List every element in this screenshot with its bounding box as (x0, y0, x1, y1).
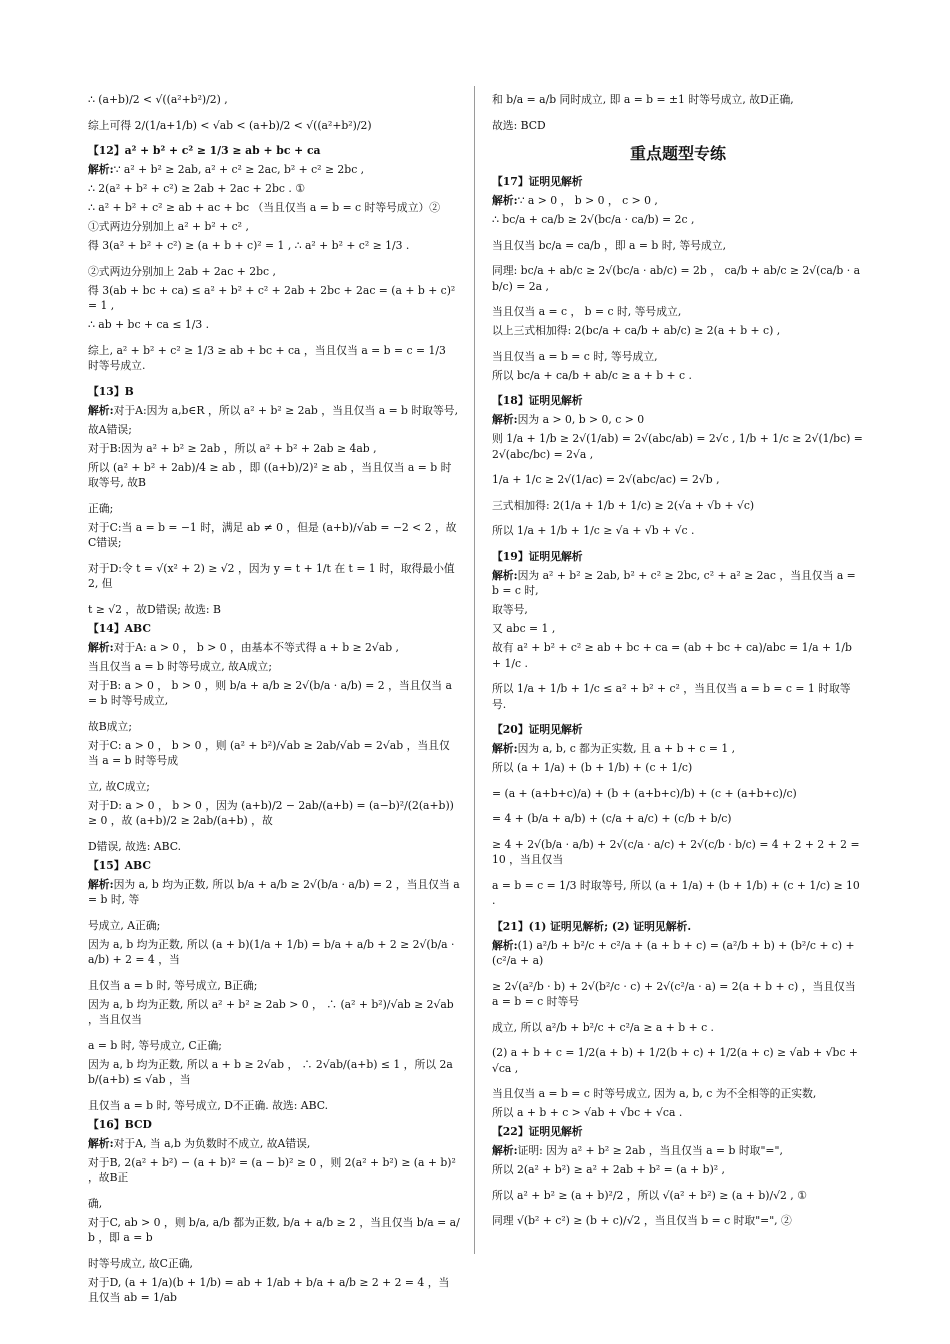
text-line (492, 1162, 864, 1178)
text-line (492, 938, 864, 969)
problem-number: 【14】 (88, 621, 125, 635)
line-text: 确, (88, 1196, 103, 1210)
text-line (88, 441, 460, 457)
line-text: 对于B, 2(a² + b²) − (a + b)² = (a − b)² ≥ 0 ，则 2(a² + b²) ≥ (a + b)² ，故B正 (88, 1155, 456, 1184)
line-text: 当且仅当 a = c ， b = c 时, 等号成立, (492, 305, 682, 318)
line-text: 证明见解析 (528, 549, 583, 563)
text-line (88, 422, 460, 438)
text-line (88, 219, 460, 235)
text-line (88, 1098, 460, 1114)
line-text: (1) 证明见解析; (2) 证明见解析. (528, 919, 692, 933)
analysis-label: 解析: (492, 568, 518, 582)
column-divider (474, 86, 475, 1254)
text-line (88, 1057, 460, 1088)
line-text: 因为 a² + b² ≥ 2ab, b² + c² ≥ 2bc, c² + a² ≥ 2ac ，当且仅当 a = b = c 时, (492, 568, 856, 597)
text-line (492, 1045, 864, 1076)
text-line (492, 498, 864, 514)
problem-heading (492, 174, 864, 190)
text-line (88, 317, 460, 333)
text-line (88, 659, 460, 675)
line-text: 证明见解析 (528, 1125, 583, 1138)
text-line (492, 1213, 864, 1229)
line-text: 所以 2(a² + b²) ≥ a² + 2ab + b² = (a + b)² , (492, 1163, 725, 1176)
text-line (492, 811, 864, 827)
text-line (88, 839, 460, 855)
text-line (492, 323, 864, 339)
text-line (88, 162, 460, 178)
analysis-label: 解析: (88, 163, 114, 176)
right-column (492, 92, 864, 1304)
analysis-label: 解析: (88, 640, 114, 654)
text-line (88, 738, 460, 769)
line-text: = 4 + (b/a + a/b) + (c/a + a/c) + (c/b + b/c) (492, 812, 732, 825)
line-text: 所以 a + b + c > √ab + √bc + √ca . (492, 1106, 683, 1119)
line-text: 对于B: a > 0 ， b > 0 ，则 b/a + a/b ≥ 2√(b/a · a/b) = 2 ，当且仅当 a = b 时等号成立, (88, 678, 452, 707)
text-line (492, 1020, 864, 1036)
line-text: BCD (124, 1117, 152, 1131)
line-text: 故有 a² + b² + c² ≥ ab + bc + ca = (ab + bc + ca)/abc = 1/a + 1/b + 1/c . (492, 641, 852, 670)
line-text: 对于C, ab > 0 ，则 b/a, a/b 都为正数, b/a + a/b ≥ 2 ，当且仅当 b/a = a/b ，即 a = b (88, 1215, 460, 1244)
line-text: 所以 bc/a + ca/b + ab/c ≥ a + b + c . (492, 368, 692, 382)
line-text: 所以 1/a + 1/b + 1/c ≥ √a + √b + √c . (492, 524, 695, 537)
text-line (88, 640, 460, 656)
line-text: 则 1/a + 1/b ≥ 2√(1/ab) = 2√(abc/ab) = 2√c , 1/b + 1/c ≥ 2√(1/bc) = 2√(abc/bc) = 2√a , (492, 432, 863, 461)
line-text: 号成立, A正确; (88, 918, 161, 932)
analysis-label: 解析: (88, 877, 114, 891)
line-text: ∵ a² + b² ≥ 2ab, a² + c² ≥ 2ac, b² + c² ≥ 2bc , (113, 163, 365, 176)
line-text: ABC (124, 621, 151, 635)
line-text: 得 3(a² + b² + c²) ≥ (a + b + c)² = 1 , ∴ a² + b² + c² ≥ 1/3 . (88, 239, 410, 252)
text-line (88, 501, 460, 517)
analysis-label: 解析: (492, 194, 518, 207)
left-column (88, 92, 460, 1304)
text-line (492, 431, 864, 462)
analysis-label: 解析: (88, 1136, 114, 1150)
line-text: ①式两边分别加上 a² + b² + c² , (88, 220, 249, 233)
text-line (492, 118, 864, 134)
text-line (88, 1155, 460, 1186)
line-text: 所以 1/a + 1/b + 1/c ≤ a² + b² + c² ，当且仅当 a = b = c = 1 时取等号. (492, 682, 851, 711)
text-line (88, 1275, 460, 1305)
text-line (492, 878, 864, 909)
text-line (492, 602, 864, 618)
line-text: 三式相加得: 2(1/a + 1/b + 1/c) ≥ 2(√a + √b + √c) (492, 498, 755, 512)
text-line (88, 1215, 460, 1246)
text-line (492, 349, 864, 365)
line-text: 当且仅当 bc/a = ca/b ，即 a = b 时, 等号成立, (492, 238, 727, 252)
line-text: 综上可得 2/(1/a+1/b) < √ab < (a+b)/2 < √((a²+b²)/2) (88, 118, 372, 132)
problem-heading (492, 549, 864, 565)
text-line (88, 1196, 460, 1212)
text-line (492, 760, 864, 776)
line-text: 取等号, (492, 603, 528, 616)
problem-heading (492, 722, 864, 738)
line-text: 对于C:当 a = b = −1 时，满足 ab ≠ 0 ，但是 (a+b)/√ab = −2 < 2 ，故C错误; (88, 520, 457, 549)
text-line (88, 238, 460, 254)
line-text: (2) a + b + c = 1/2(a + b) + 1/2(b + c) + 1/2(a + c) ≥ √ab + √bc + √ca , (492, 1046, 858, 1075)
text-line (492, 786, 864, 802)
line-text: 所以 a² + b² ≥ (a + b)²/2 ，所以 √(a² + b²) ≥ (a + b)/√2 , ① (492, 1188, 807, 1202)
section-title: 重点题型专练 (629, 144, 726, 163)
problem-heading (88, 384, 460, 400)
line-text: 时等号成立, 故C正确, (88, 1256, 193, 1270)
line-text: ∴ (a+b)/2 < √((a²+b²)/2) , (88, 93, 228, 106)
line-text: 又 abc = 1 , (492, 622, 556, 635)
text-line (88, 264, 460, 280)
problem-heading (88, 143, 460, 159)
analysis-label: 解析: (492, 413, 518, 426)
line-text: (1) a²/b + b²/c + c²/a + (a + b + c) = (a²/b + b) + (b²/c + c) + (c²/a + a) (492, 938, 855, 967)
line-text: 对于A: a > 0 ， b > 0 ，由基本不等式得 a + b ≥ 2√ab , (113, 640, 399, 654)
text-line (492, 640, 864, 671)
line-text: 因为 a, b 均为正数, 所以 a + b ≥ 2√ab ， ∴ 2√ab/(a+b) ≤ 1 ，所以 2ab/(a+b) ≤ √ab ，当 (88, 1057, 453, 1086)
text-line (492, 523, 864, 539)
text-line (88, 118, 460, 134)
text-line (492, 1086, 864, 1102)
text-line (88, 520, 460, 551)
line-text: a² + b² + c² ≥ 1/3 ≥ ab + bc + ca (124, 144, 321, 157)
problem-heading (492, 393, 864, 409)
problem-number: 【22】 (492, 1125, 529, 1138)
problem-heading (88, 621, 460, 637)
line-text: 对于A, 当 a,b 为负数时不成立, 故A错误, (113, 1136, 311, 1150)
problem-heading (492, 919, 864, 935)
line-text: 对于D: a > 0 ， b > 0 ，因为 (a+b)/2 − 2ab/(a+b) = (a−b)²/(2(a+b)) ≥ 0 ，故 (a+b)/2 ≥ 2ab/(a+b) ，故 (88, 798, 454, 827)
line-text: 故B成立; (88, 719, 132, 733)
line-text: 证明见解析 (528, 394, 583, 407)
line-text: a = b 时, 等号成立, C正确; (88, 1038, 222, 1052)
text-line (88, 602, 460, 618)
line-text: a = b = c = 1/3 时取等号, 所以 (a + 1/a) + (b + 1/b) + (c + 1/c) ≥ 10 . (492, 878, 860, 907)
line-text: t ≥ √2 ，故D错误; 故选: B (88, 602, 221, 616)
analysis-label: 解析: (492, 938, 518, 952)
text-line (88, 1256, 460, 1272)
problem-number: 【18】 (492, 394, 529, 407)
line-text: 且仅当 a = b 时, 等号成立, B正确; (88, 978, 258, 992)
line-text: 成立, 所以 a²/b + b²/c + c²/a ≥ a + b + c . (492, 1020, 714, 1034)
line-text: 因为 a > 0, b > 0, c > 0 (517, 413, 645, 426)
text-line (88, 877, 460, 908)
problem-number: 【21】 (492, 919, 529, 933)
line-text: 且仅当 a = b 时, 等号成立, D不正确. 故选: ABC. (88, 1098, 329, 1112)
text-line (492, 1105, 864, 1121)
problem-heading (492, 1124, 864, 1140)
line-text: 1/a + 1/c ≥ 2√(1/ac) = 2√(abc/ac) = 2√b , (492, 473, 720, 486)
line-text: 当且仅当 a = b = c 时等号成立, 因为 a, b, c 为不全相等的正实数, (492, 1087, 817, 1100)
problem-number: 【17】 (492, 175, 529, 188)
problem-number: 【12】 (88, 144, 125, 157)
analysis-label: 解析: (492, 1144, 518, 1157)
text-line (492, 212, 864, 228)
line-text: 对于D:令 t = √(x² + 2) ≥ √2 ，因为 y = t + 1/t 在 t = 1 时，取得最小值2, 但 (88, 561, 455, 590)
problem-number: 【20】 (492, 723, 529, 736)
text-line (492, 193, 864, 209)
line-text: ∴ a² + b² + c² ≥ ab + ac + bc （当且仅当 a = b = c 时等号成立）② (88, 201, 441, 214)
line-text: 故A错误; (88, 422, 132, 436)
line-text: 综上, a² + b² + c² ≥ 1/3 ≥ ab + bc + ca ，当且仅当 a = b = c = 1/3 时等号成立. (88, 343, 446, 372)
line-text: = (a + (a+b+c)/a) + (b + (a+b+c)/b) + (c + (a+b+c)/c) (492, 786, 797, 800)
line-text: 证明见解析 (528, 723, 583, 736)
text-line (88, 283, 460, 314)
line-text: 对于D, (a + 1/a)(b + 1/b) = ab + 1/ab + b/a + a/b ≥ 2 + 2 = 4 ，当且仅当 ab = 1/ab (88, 1275, 450, 1304)
analysis-label: 解析: (492, 742, 518, 755)
text-line (492, 568, 864, 599)
text-line (88, 997, 460, 1028)
line-text: 证明见解析 (528, 175, 583, 188)
text-line (88, 779, 460, 795)
line-text: 当且仅当 a = b 时等号成立, 故A成立; (88, 659, 272, 673)
line-text: 因为 a, b 均为正数, 所以 a² + b² ≥ 2ab > 0 ， ∴ (a² + b²)/√ab ≥ 2√ab ，当且仅当 (88, 997, 454, 1026)
text-line (88, 978, 460, 994)
line-text: ABC (124, 858, 151, 872)
line-text: 故选: BCD (492, 118, 546, 132)
line-text: B (124, 384, 134, 398)
text-line (492, 1143, 864, 1159)
line-text: 立, 故C成立; (88, 779, 150, 793)
line-text: 正确; (88, 501, 114, 515)
text-line (492, 304, 864, 320)
text-line (88, 561, 460, 592)
text-line (88, 918, 460, 934)
text-line (88, 719, 460, 735)
problem-number: 【15】 (88, 858, 125, 872)
line-text: 所以 (a + 1/a) + (b + 1/b) + (c + 1/c) (492, 761, 693, 774)
text-line (492, 238, 864, 254)
text-line (88, 798, 460, 829)
line-text: ∵ a > 0 ， b > 0 ， c > 0 , (517, 194, 658, 207)
text-line (88, 343, 460, 374)
line-text: 同理: bc/a + ab/c ≥ 2√(bc/a · ab/c) = 2b ， ca/b + ab/c ≥ 2√(ca/b · ab/c) = 2a , (492, 264, 861, 293)
text-line (492, 92, 864, 108)
line-text: 因为 a, b, c 都为正实数, 且 a + b + c = 1 , (517, 742, 736, 755)
text-line (88, 678, 460, 709)
line-text: ∴ 2(a² + b² + c²) ≥ 2ab + 2ac + 2bc . ① (88, 182, 305, 195)
analysis-label: 解析: (88, 403, 114, 417)
text-line (492, 621, 864, 637)
problem-heading (88, 1117, 460, 1133)
line-text: 当且仅当 a = b = c 时, 等号成立, (492, 349, 658, 363)
text-line (492, 837, 864, 868)
line-text: 以上三式相加得: 2(bc/a + ca/b + ab/c) ≥ 2(a + b + c) , (492, 324, 781, 337)
problem-number: 【13】 (88, 384, 125, 398)
line-text: 对于A:因为 a,b∈R ，所以 a² + b² ≥ 2ab ，当且仅当 a = b 时取等号, (113, 403, 459, 417)
text-line (88, 1136, 460, 1152)
line-text: 因为 a, b 均为正数, 所以 b/a + a/b ≥ 2√(b/a · a/b) = 2 ，当且仅当 a = b 时, 等 (88, 877, 460, 906)
line-text: 得 3(ab + bc + ca) ≤ a² + b² + c² + 2ab + 2bc + 2ac = (a + b + c)² = 1 , (88, 283, 456, 312)
line-text: 对于C: a > 0 ， b > 0 ，则 (a² + b²)/√ab ≥ 2ab/√ab = 2√ab ，当且仅当 a = b 时等号成 (88, 738, 450, 767)
text-line (492, 472, 864, 488)
line-text: ≥ 2√(a²/b · b) + 2√(b²/c · c) + 2√(c²/a · a) = 2(a + b + c) ，当且仅当 a = b = c 时等号 (492, 979, 856, 1008)
text-line (492, 263, 864, 294)
text-line (88, 403, 460, 419)
text-line (88, 92, 460, 108)
line-text: 证明: 因为 a² + b² ≥ 2ab ，当且仅当 a = b 时取"=", (517, 1144, 783, 1157)
line-text: ②式两边分别加上 2ab + 2ac + 2bc , (88, 264, 276, 278)
text-line (492, 412, 864, 428)
text-line (88, 200, 460, 216)
line-text: 因为 a, b 均为正数, 所以 (a + b)(1/a + 1/b) = b/a + a/b + 2 ≥ 2√(b/a · a/b) + 2 = 4 ，当 (88, 937, 455, 966)
problem-number: 【19】 (492, 549, 529, 563)
problem-heading (88, 858, 460, 874)
line-text: ≥ 4 + 2√(b/a · a/b) + 2√(c/a · a/c) + 2√(c/b · b/c) = 4 + 2 + 2 + 2 = 10 ，当且仅当 (492, 837, 860, 866)
line-text: 对于B:因为 a² + b² ≥ 2ab ，所以 a² + b² + 2ab ≥ 4ab , (88, 441, 377, 455)
text-line (88, 1038, 460, 1054)
text-line (88, 181, 460, 197)
line-text: ∴ ab + bc + ca ≤ 1/3 . (88, 318, 210, 331)
line-text: D错误, 故选: ABC. (88, 839, 182, 853)
text-line (88, 937, 460, 968)
line-text: 和 b/a = a/b 同时成立, 即 a = b = ±1 时等号成立, 故D正确, (492, 93, 794, 106)
text-line (492, 368, 864, 384)
line-text: 同理 √(b² + c²) ≥ (b + c)/√2 ，当且仅当 b = c 时取"=", ② (492, 1214, 792, 1227)
text-line (492, 1188, 864, 1204)
line-text: ∴ bc/a + ca/b ≥ 2√(bc/a · ca/b) = 2c , (492, 213, 695, 226)
line-text: 所以 (a² + b² + 2ab)/4 ≥ ab ，即 ((a+b)/2)² ≥ ab ，当且仅当 a = b 时取等号, 故B (88, 460, 452, 489)
problem-number: 【16】 (88, 1117, 125, 1131)
text-line (492, 979, 864, 1010)
text-line (88, 460, 460, 491)
text-line (492, 741, 864, 757)
text-line (492, 681, 864, 712)
